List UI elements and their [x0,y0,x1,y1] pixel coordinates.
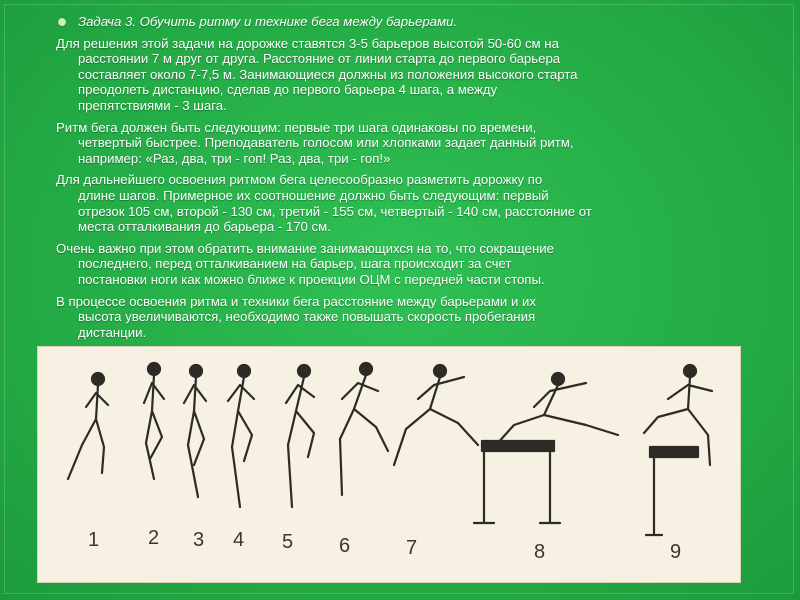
runner-figure-3 [184,365,206,497]
paragraph-2 [52,120,742,167]
slide-text-block [52,14,742,346]
paragraph-line: препятствиями - 3 шага. [78,97,227,113]
runner-figure-7 [394,365,478,465]
runner-figure-6 [340,363,388,495]
task-title-text: Задача 3. Обучить ритму и технике бега между барьерами. [78,14,458,29]
figure-number-7: 7 [406,537,418,559]
runner-figure-2 [144,363,164,479]
hurdle-2 [646,447,698,535]
hurdle-1 [474,441,560,523]
paragraph-line: четвертый быстрее. Преподаватель голосом или хлопками задает данный ритм, [78,135,574,151]
paragraph-4 [52,241,742,288]
figure-number-2: 2 [148,527,160,549]
paragraph-line: места отталкивания до барьера - 170 см. [78,219,331,235]
paragraph-line: Ритм бега должен быть следующим: первые три шага одинаковы по времени, [56,119,537,135]
runner-figure-5 [286,365,314,507]
figure-number-1: 1 [88,529,100,551]
task-title [52,14,742,30]
runner-figure-8 [496,373,618,445]
runner-figure-4 [228,365,254,507]
hurdle-technique-figure [37,346,741,583]
figure-number-9: 9 [670,541,682,563]
paragraph-5 [52,294,742,341]
paragraph-line: Для решения этой задачи на дорожке ставятся 3-5 барьеров высотой 50-60 см на [56,35,559,51]
paragraph-line: Для дальнейшего освоения ритмом бега целесообразно разметить дорожку по [56,172,543,188]
figure-number-5: 5 [282,531,294,553]
hurdle-illustration [38,347,742,584]
paragraph-line: отрезок 105 см, второй - 130 см, третий - 155 см, четвертый - 140 см, расстояние от [78,203,592,219]
paragraph-line: расстоянии 7 м друг от друга. Расстояние от линии старта до первого барьера [78,51,561,67]
paragraph-3 [52,172,742,234]
paragraph-line: Очень важно при этом обратить внимание занимающихся на то, что сокращение [56,240,554,256]
figure-number-6: 6 [339,535,351,557]
paragraph-line: В процессе освоения ритма и техники бега расстояние между барьерами и их [56,293,536,309]
figure-number-8: 8 [534,541,546,563]
paragraph-line: последнего, перед отталкиванием на барьер, шага происходит за счет [78,256,512,272]
paragraph-line: дистанции. [78,324,147,340]
paragraph-line: преодолеть дистанцию, сделав до первого барьера 4 шага, а между [78,82,498,98]
figure-number-3: 3 [193,529,205,551]
paragraph-line: например: «Раз, два, три - гоп! Раз, два, три - гоп!» [78,150,391,166]
paragraph-line: высота увеличиваются, необходимо также повышать скорость пробегания [78,309,536,325]
paragraph-line: составляет около 7-7,5 м. Занимающиеся должны из положения высокого старта [78,66,578,82]
figure-number-4: 4 [233,529,245,551]
paragraph-line: постановки ноги как можно ближе к проекции ОЦМ с передней части стопы. [78,271,545,287]
runner-figure-1 [68,373,108,479]
bullet-icon [58,18,66,26]
paragraph-1 [52,36,742,114]
paragraph-line: длине шагов. Примерное их соотношение должно быть следующим: первый [78,187,549,203]
